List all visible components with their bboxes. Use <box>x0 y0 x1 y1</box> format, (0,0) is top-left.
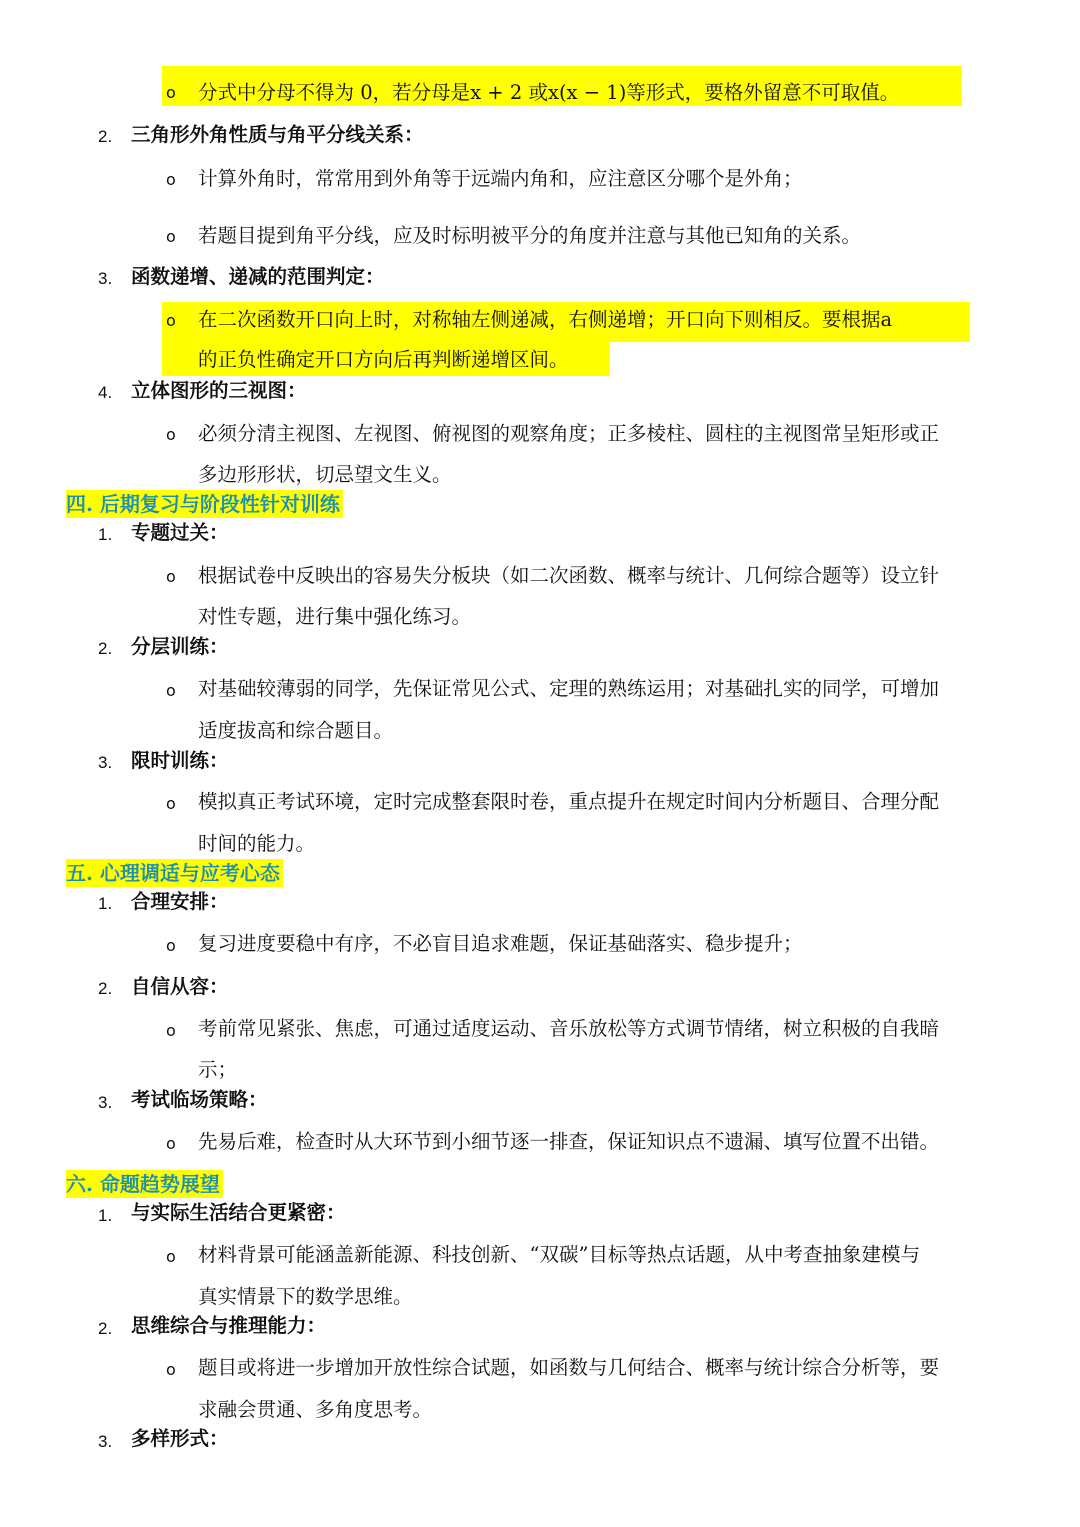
list-number: 2. <box>98 127 113 146</box>
list-number: 1. <box>98 525 113 544</box>
bullet-marker: o <box>166 794 176 813</box>
bullet-marker: o <box>166 1134 176 1153</box>
list-heading: 三角形外角性质与角平分线关系： <box>131 123 424 146</box>
section-heading: 五. 心理调适与应考心态 <box>66 859 283 887</box>
bullet-marker: o <box>166 425 176 444</box>
list-number: 3. <box>98 753 113 772</box>
bullet-marker: o <box>166 567 176 586</box>
list-heading: 分层训练： <box>131 635 229 658</box>
list-number: 3. <box>98 269 113 288</box>
bullet-text: 先易后难，检查时从大环节到小细节逐一排查，保证知识点不遗漏、填写位置不出错。 <box>198 1130 940 1153</box>
bullet-text: 根据试卷中反映出的容易失分板块（如二次函数、概率与统计、几何综合题等）设立针 <box>198 564 940 587</box>
bullet-text: 模拟真正考试环境，定时完成整套限时卷，重点提升在规定时间内分析题目、合理分配 <box>198 790 940 813</box>
list-number: 3. <box>98 1093 113 1112</box>
section-heading: 四. 后期复习与阶段性针对训练 <box>66 490 343 518</box>
list-number: 1. <box>98 1206 113 1225</box>
bullet-text: 若题目提到角平分线，应及时标明被平分的角度并注意与其他已知角的关系。 <box>198 224 862 247</box>
bullet-text-continuation: 适度拔高和综合题目。 <box>198 719 394 742</box>
bullet-marker: o <box>166 1021 176 1040</box>
list-number: 2. <box>98 639 113 658</box>
bullet-text: 考前常见紧张、焦虑，可通过适度运动、音乐放松等方式调节情绪，树立积极的自我暗 <box>198 1017 940 1040</box>
list-heading: 自信从容： <box>131 975 229 998</box>
bullet-marker: o <box>166 311 176 330</box>
bullet-text: 题目或将进一步增加开放性综合试题，如函数与几何结合、概率与统计综合分析等，要 <box>198 1356 940 1379</box>
list-heading: 立体图形的三视图： <box>131 379 307 402</box>
bullet-text: 材料背景可能涵盖新能源、科技创新、“双碳”目标等热点话题，从中考查抽象建模与 <box>198 1243 920 1266</box>
bullet-text: 分式中分母不得为 0，若分母是x + 2 或x(x − 1)等形式，要格外留意不可取值。 <box>198 81 900 104</box>
bullet-marker: o <box>166 227 176 246</box>
bullet-text: 在二次函数开口向上时，对称轴左侧递减，右侧递增；开口向下则相反。要根据a <box>198 308 893 331</box>
bullet-marker: o <box>166 83 176 102</box>
bullet-text-continuation: 的正负性确定开口方向后再判断递增区间。 <box>198 348 569 371</box>
bullet-text-continuation: 真实情景下的数学思维。 <box>198 1285 413 1308</box>
list-number: 2. <box>98 979 113 998</box>
list-heading: 思维综合与推理能力： <box>131 1314 327 1337</box>
list-heading: 与实际生活结合更紧密： <box>131 1201 346 1224</box>
list-heading: 限时训练： <box>131 749 229 772</box>
bullet-text-continuation: 对性专题，进行集中强化练习。 <box>198 605 472 628</box>
bullet-marker: o <box>166 170 176 189</box>
section-heading: 六. 命题趋势展望 <box>66 1170 223 1198</box>
list-number: 1. <box>98 894 113 913</box>
bullet-text-continuation: 时间的能力。 <box>198 832 316 855</box>
bullet-marker: o <box>166 936 176 955</box>
bullet-text: 对基础较薄弱的同学，先保证常见公式、定理的熟练运用；对基础扎实的同学，可增加 <box>198 677 940 700</box>
bullet-marker: o <box>166 1247 176 1266</box>
bullet-text-continuation: 示； <box>198 1058 238 1081</box>
bullet-text: 必须分清主视图、左视图、俯视图的观察角度；正多棱柱、圆柱的主视图常呈矩形或正 <box>198 422 940 445</box>
list-number: 4. <box>98 383 113 402</box>
list-number: 2. <box>98 1319 113 1338</box>
bullet-text-continuation: 求融会贯通、多角度思考。 <box>198 1398 433 1421</box>
list-heading: 多样形式： <box>131 1427 229 1450</box>
list-number: 3. <box>98 1432 113 1451</box>
bullet-text: 复习进度要稳中有序，不必盲目追求难题，保证基础落实、稳步提升； <box>198 932 803 955</box>
list-heading: 函数递增、递减的范围判定： <box>131 265 385 288</box>
bullet-marker: o <box>166 681 176 700</box>
list-heading: 考试临场策略： <box>131 1088 268 1111</box>
bullet-text: 计算外角时，常常用到外角等于远端内角和，应注意区分哪个是外角； <box>198 167 803 190</box>
bullet-marker: o <box>166 1360 176 1379</box>
bullet-text-continuation: 多边形形状，切忌望文生义。 <box>198 463 452 486</box>
list-heading: 专题过关： <box>131 521 229 544</box>
list-heading: 合理安排： <box>131 890 229 913</box>
